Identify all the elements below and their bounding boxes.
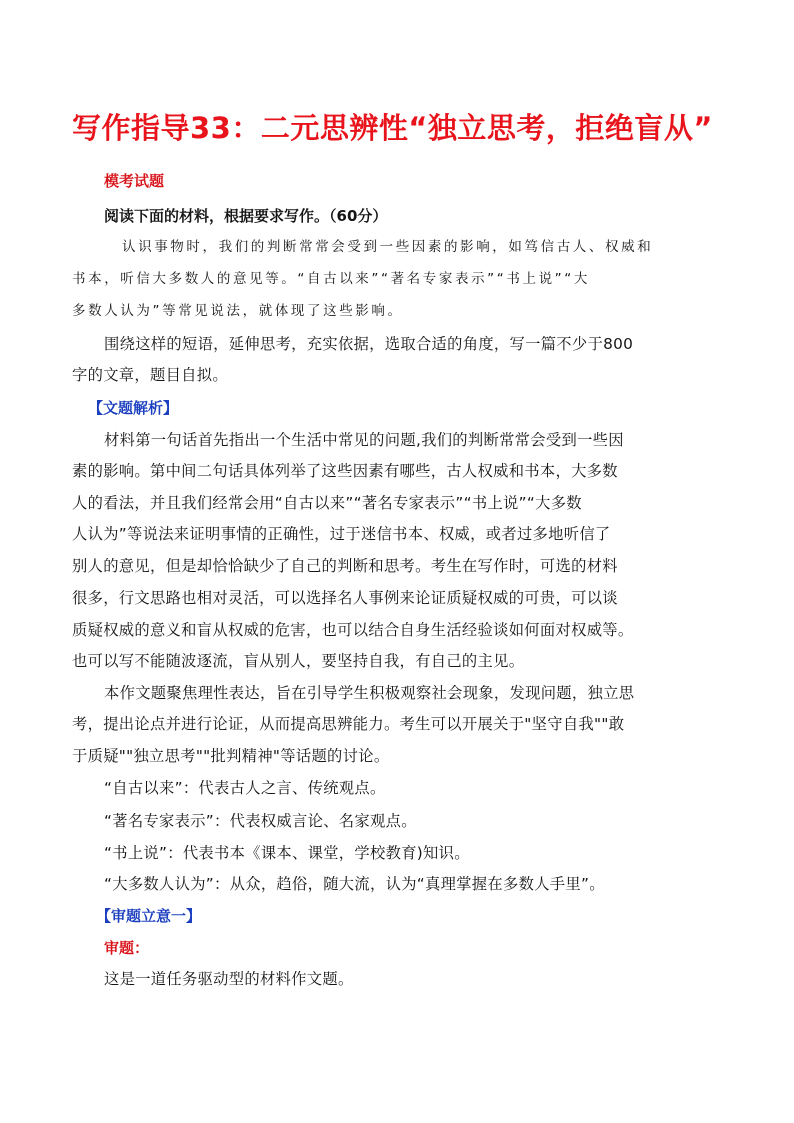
requirement-line: 围绕这样的短语，延伸思考，充实依据，选取合适的角度，写一篇不少于800 (104, 335, 634, 353)
material-line: 多数人认为”等常见说法，就体现了这些影响。 (72, 303, 404, 319)
analysis-line: 于质疑""独立思考""批判精神"等话题的讨论。 (72, 747, 390, 765)
section-heading-analysis: 【文题解析】 (88, 399, 179, 417)
analysis-line: 质疑权威的意义和盲从权威的危害，也可以结合自身生活经验谈如何面对权威等。 (72, 621, 634, 639)
phrase-note: “自古以来”：代表古人之言、传统观点。 (104, 779, 386, 797)
phrase-note: “著名专家表示”：代表权威言论、名家观点。 (104, 812, 417, 830)
material-line: 书本，听信大多数人的意见等。“自古以来”“著名专家表示”“书上说”“大 (72, 271, 590, 287)
analysis-line: 别人的意见，但是却恰恰缺少了自己的判断和思考。考生在写作时，可选的材料 (72, 557, 618, 575)
phrase-note: “大多数人认为”：从众，趋俗，随大流，认为“真理掌握在多数人手里”。 (104, 875, 605, 893)
analysis-line: 也可以写不能随波逐流，盲从别人，要坚持自我，有自己的主见。 (72, 652, 525, 670)
analysis-line: 考，提出论点并进行论证，从而提高思辨能力。考生可以开展关于"坚守自我""敢 (72, 715, 625, 733)
phrase-note: “书上说”：代表书本《课本、课堂，学校教育)知识。 (104, 844, 470, 862)
review-label: 审题： (104, 939, 150, 957)
prompt-instruction: 阅读下面的材料，根据要求写作。（60分） (104, 207, 388, 225)
review-text: 这是一道任务驱动型的材料作文题。 (104, 970, 354, 988)
requirement-line: 字的文章，题目自拟。 (72, 366, 228, 384)
analysis-line: 人认为”等说法来证明事情的正确性，过于迷信书本、权威，或者过多地听信了 (72, 525, 611, 543)
page-title: 写作指导33：二元思辨性“独立思考，拒绝盲从” (72, 111, 713, 145)
analysis-line: 人的看法，并且我们经常会用“自古以来”“著名专家表示”“书上说”“大多数 (72, 494, 582, 512)
section-heading-intent: 【审题立意一】 (96, 907, 202, 925)
analysis-line: 本作文题聚焦理性表达，旨在引导学生积极观察社会现象，发现问题，独立思 (104, 684, 635, 702)
analysis-line: 很多，行文思路也相对灵活，可以选择名人事例来论证质疑权威的可贵，可以谈 (72, 589, 618, 607)
material-line: 认识事物时，我们的判断常常会受到一些因素的影响，如笃信古人、权威和 (122, 239, 654, 255)
section-heading-mock-exam: 模考试题 (104, 172, 165, 190)
analysis-line: 材料第一句话首先指出一个生活中常见的问题,我们的判断常常会受到一些因 (104, 431, 624, 449)
analysis-line: 素的影响。第中间二句话具体列举了这些因素有哪些，古人权威和书本，大多数 (72, 462, 618, 480)
